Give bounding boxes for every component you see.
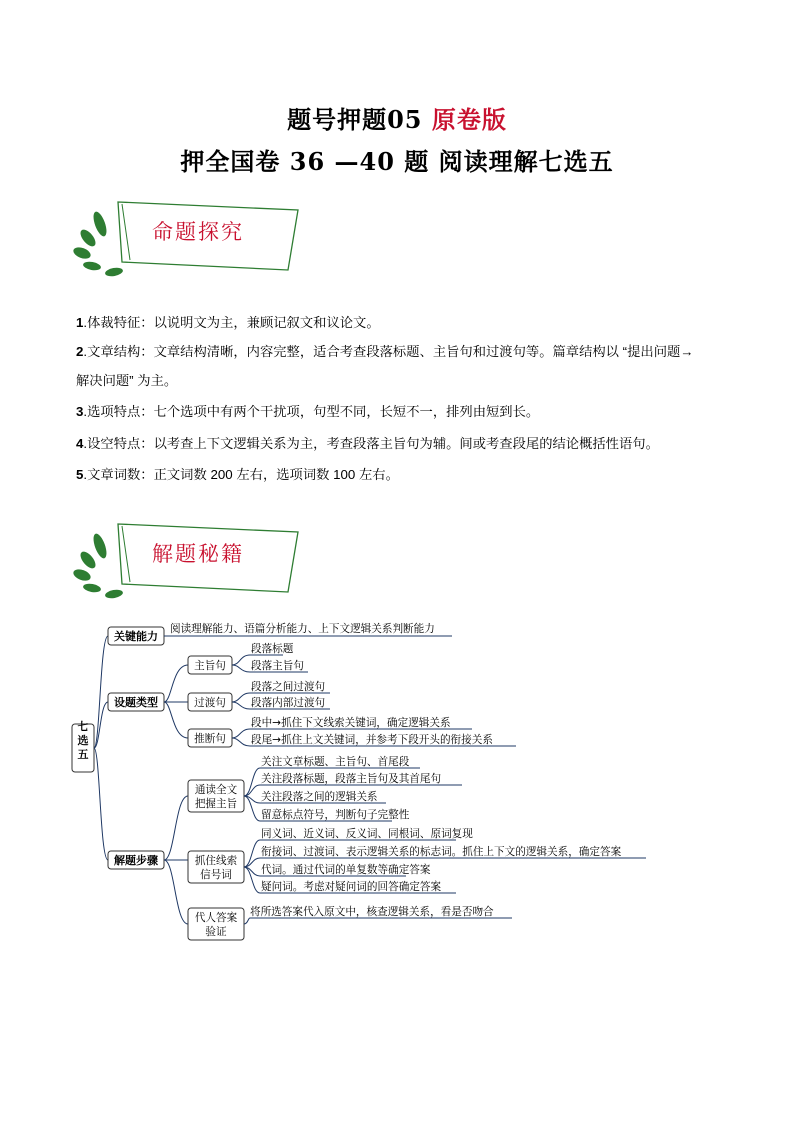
document-title: 题号押题05 原卷版: [287, 105, 507, 134]
mindmap-leaf: 衔接词、过渡词、表示逻辑关系的标志词。抓住上下文的逻辑关系，确定答案: [261, 846, 622, 858]
mindmap-node-zhuazhu-line2: 信号词: [200, 869, 232, 881]
feature-item: 2.文章结构：文章结构清晰，内容完整，适合考查段落标题、主旨句和过渡句等。篇章结构以 “提出问题→: [76, 344, 694, 359]
mindmap-node-dairu-line1: 代人答案: [194, 912, 238, 924]
banner-label: 解题秘籍: [152, 542, 244, 566]
feature-item: 5.文章词数：正文词数 200 左右，选项词数 100 左右。: [76, 467, 399, 482]
title-edition-label: 原卷版: [431, 105, 507, 134]
mindmap-leaf: 代词。通过代词的单复数等确定答案: [261, 864, 431, 876]
mindmap-node-zhuzhi: 主旨句: [194, 660, 226, 672]
mindmap-leaf: 同义词、近义词、反义词、同根词、原词复现: [261, 828, 473, 840]
mindmap-leaf: 段落主旨句: [251, 660, 304, 672]
mindmap-leaf: 段中→抓住下文线索关键词，确定逻辑关系: [251, 717, 451, 729]
mindmap-leaf: 段尾→抓住上文关键词，并参考下段开头的衔接关系: [251, 734, 493, 746]
mindmap-node-question-types: 设题类型: [114, 696, 158, 709]
mindmap-leaf: 关注文章标题、主旨句、首尾段: [261, 756, 410, 768]
mindmap-leaf: 留意标点符号，判断句子完整性: [261, 809, 410, 821]
mindmap-leaf: 段落之间过渡句: [251, 681, 326, 693]
mindmap-node-zhuazhu-line1: 抓住线索: [194, 855, 238, 867]
mindmap-leaf: 关注段落之间的逻辑关系: [261, 791, 378, 803]
mindmap-leaf: 段落内部过渡句: [251, 697, 326, 709]
mindmap-root: 七选五: [77, 720, 89, 761]
mindmap-node-tongdu-line2: 把握主旨: [194, 798, 238, 810]
mindmap-node-key-ability: 关键能力: [114, 630, 158, 643]
mindmap-node-tongdu-line1: 通读全文: [194, 784, 238, 796]
banner-label: 命题探究: [152, 220, 244, 244]
mindmap-node-guodu: 过渡句: [194, 697, 226, 709]
mindmap-leaf: 疑问词。考虑对疑问词的回答确定答案: [261, 881, 442, 893]
mindmap-node-solving-steps: 解题步骤: [114, 854, 158, 867]
mindmap-leaf: 关注段落标题，段落主旨句及其首尾句: [261, 773, 442, 785]
feature-item: 4.设空特点：以考查上下文逻辑关系为主，考查段落主旨句为辅。间或考查段尾的结论概括性语句。: [76, 436, 659, 451]
feature-item-continued: 解决问题” 为主。: [76, 373, 178, 388]
mindmap-node-tuiduan: 推断句: [194, 733, 226, 745]
mindmap-leaf: 将所选答案代入原文中，核查逻辑关系，看是否吻合: [250, 906, 494, 918]
mindmap-leaf: 阅读理解能力、语篇分析能力、上下文逻辑关系判断能力: [170, 623, 435, 635]
mindmap-leaf: 段落标题: [251, 643, 294, 655]
feature-item: 1.体裁特征：以说明文为主，兼顾记叙文和议论文。: [76, 315, 380, 330]
mindmap-node-dairu-line2: 验证: [205, 926, 227, 938]
document-subtitle: 押全国卷 36 —40 题 阅读理解七选五: [180, 147, 614, 176]
feature-item: 3.选项特点：七个选项中有两个干扰项，句型不同，长短不一，排列由短到长。: [76, 404, 540, 419]
